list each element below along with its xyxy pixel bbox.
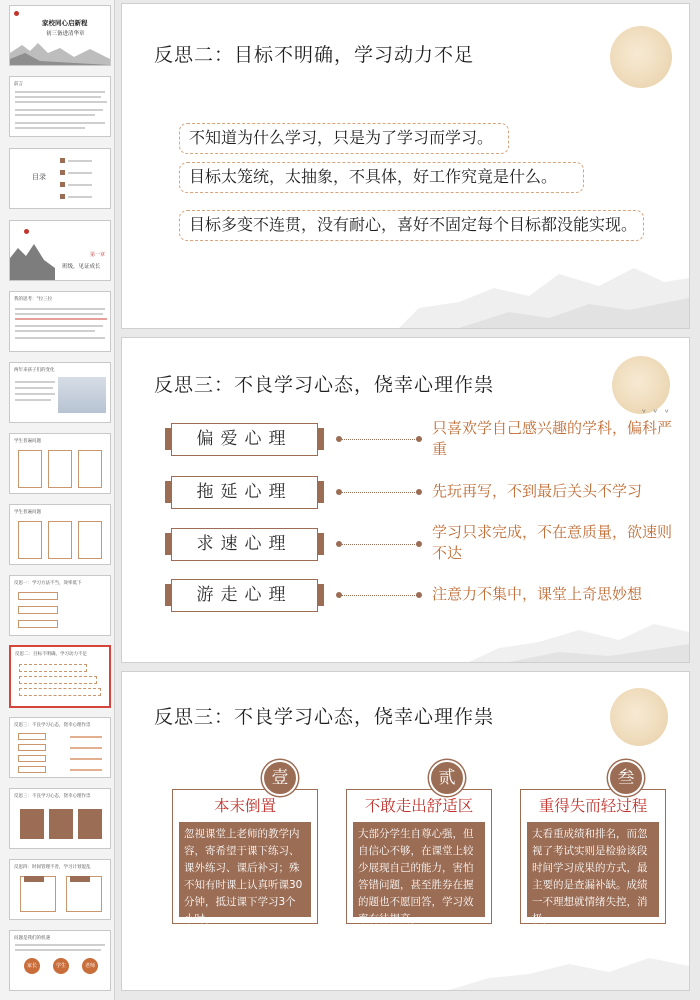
numeral-badge-2: 贰 — [429, 760, 465, 796]
numeral-badge-3: 叁 — [608, 760, 644, 796]
thumb-badge: 家长 — [24, 958, 40, 974]
connector-line — [339, 595, 419, 596]
card-body: 忽视课堂上老师的教学内容，寄希望于课下练习、课外练习、课后补习；殊不知有时课上认真听课30分钟，抵过课下学习3个小时。 — [179, 822, 311, 917]
card-2 — [346, 789, 492, 924]
card-title: 重得失而轻过程 — [538, 797, 648, 815]
thumb-title: 两年来孩子们的变化 — [14, 368, 55, 373]
moon-decoration — [612, 356, 670, 414]
numeral-badge-1: 壹 — [262, 760, 298, 796]
card-body: 太看重成绩和排名，而忽视了考试实则是检验该段时间学习成果的方式，最主要的是查漏补缺。成绩一不理想就情绪失控，消极。 — [527, 822, 659, 917]
slide-thumbnail-13[interactable] — [9, 859, 111, 920]
mountain-illustration — [10, 240, 55, 280]
thumb-title: 前言 — [14, 82, 23, 87]
ink-mountain-decoration — [399, 238, 689, 328]
class-photo — [58, 377, 106, 413]
slide-title: 反思二：目标不明确，学习动力不足 — [154, 44, 475, 66]
card-3 — [520, 789, 666, 924]
slide-reflection-3-cards[interactable] — [121, 671, 690, 991]
connector-line — [339, 439, 419, 440]
thumb-title: 学生普遍问题 — [14, 510, 41, 515]
connector-line — [339, 544, 419, 545]
mountain-illustration — [10, 39, 110, 65]
slide-thumbnail-11[interactable] — [9, 717, 111, 778]
slide-reflection-2[interactable] — [121, 3, 690, 329]
seal-icon — [14, 11, 19, 16]
slide-thumbnail-6[interactable] — [9, 362, 111, 423]
thumb-title: 反思三：不良学习心态，侥幸心理作祟 — [14, 794, 91, 799]
ink-mountain-decoration — [469, 592, 689, 662]
mindset-desc-1: 只喜欢学自己感兴趣的学科，偏科严重 — [432, 419, 673, 458]
moon-decoration — [610, 688, 668, 746]
thumb-badge: 老师 — [82, 958, 98, 974]
point-box-2: 目标太笼统，太抽象，不具体，好工作究竟是什么。 — [179, 162, 584, 193]
slide-thumbnail-4[interactable] — [9, 220, 111, 281]
mindset-tag-3: 求速心理 — [171, 528, 318, 561]
slide-thumbnail-10[interactable] — [9, 645, 111, 708]
ink-mountain-decoration — [449, 930, 689, 990]
slide-thumbnail-2[interactable] — [9, 76, 111, 137]
slide-thumbnail-panel[interactable] — [0, 0, 115, 1000]
thumb-section: 第一章 — [90, 252, 106, 258]
seal-icon — [24, 229, 29, 234]
card-title: 本末倒置 — [213, 797, 276, 815]
thumb-title: 反思一：学习方法不当，效率低下 — [14, 581, 82, 586]
thumb-caption: 班级，见证成长 — [62, 264, 101, 270]
slide-title: 反思三：不良学习心态，侥幸心理作祟 — [154, 374, 495, 396]
thumb-title: 问题是我们的机遇 — [14, 936, 50, 941]
thumb-title: 家校同心启新程 — [42, 19, 88, 27]
mindset-tag-2: 拖延心理 — [171, 476, 318, 509]
card-title: 不敢走出舒适区 — [364, 797, 474, 815]
thumb-title: 反思四：时间管理不善，学习计划混乱 — [14, 865, 91, 870]
thumb-title: 学生普遍问题 — [14, 439, 41, 444]
slide-thumbnail-3[interactable] — [9, 148, 111, 209]
thumb-title: 反思三：不良学习心态，侥幸心理作祟 — [14, 723, 91, 728]
slide-thumbnail-7[interactable] — [9, 433, 111, 494]
moon-decoration — [610, 26, 672, 88]
mindset-desc-3: 学习只求完成，不在意质量，欲速则不达 — [432, 523, 673, 562]
point-box-3: 目标多变不连贯，没有耐心，喜好不固定每个目标都没能实现。 — [179, 210, 644, 241]
mindset-desc-4: 注意力不集中，课堂上奇思妙想 — [432, 585, 643, 603]
thumb-title: 我的思考："拉三拉 — [14, 297, 53, 302]
slide-thumbnail-9[interactable] — [9, 575, 111, 636]
card-body: 大部分学生自尊心强，但自信心不够，在课堂上较少展现自己的能力，害怕答错问题，甚至胜券在握的题也不愿回答，学习效率有待提高。 — [353, 822, 485, 917]
mindset-tag-1: 偏爱心理 — [171, 423, 318, 456]
thumb-title: 目录 — [32, 173, 46, 181]
connector-line — [339, 492, 419, 493]
mindset-desc-2: 先玩再写，不到最后关头不学习 — [432, 482, 643, 500]
point-box-1: 不知道为什么学习，只是为了学习而学习。 — [179, 123, 509, 154]
thumb-badge: 学生 — [53, 958, 69, 974]
card-1 — [172, 789, 318, 924]
slide-thumbnail-5[interactable] — [9, 291, 111, 352]
slide-title: 反思三：不良学习心态，侥幸心理作祟 — [154, 706, 495, 728]
birds-icon: ᵛ ᵛ ᵛ — [642, 408, 671, 419]
slide-reflection-3-mindsets[interactable] — [121, 337, 690, 663]
thumb-title: 反思二：目标不明确，学习动力不足 — [15, 652, 87, 657]
slide-thumbnail-8[interactable] — [9, 504, 111, 565]
slide-thumbnail-12[interactable] — [9, 788, 111, 849]
slide-thumbnail-1[interactable] — [9, 5, 111, 66]
slide-thumbnail-14[interactable] — [9, 930, 111, 991]
mindset-tag-4: 游走心理 — [171, 579, 318, 612]
thumb-subtitle: 初三备进清华章 — [46, 31, 85, 37]
